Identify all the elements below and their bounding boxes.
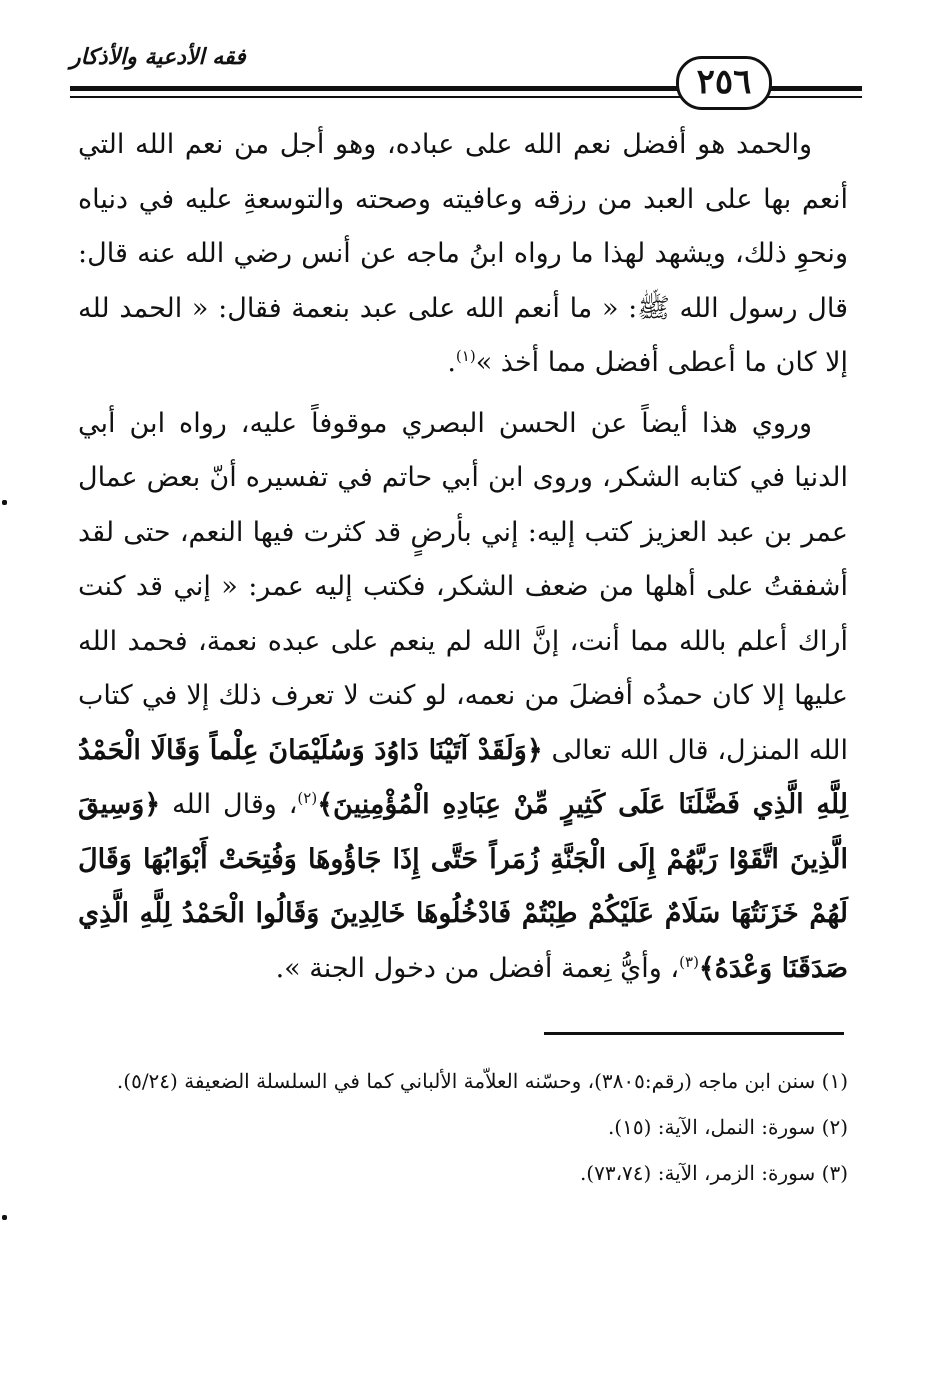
footnotes [78, 1062, 848, 1200]
footnote-marker: (١) [455, 347, 476, 365]
text-run: . [447, 347, 456, 378]
main-text [78, 118, 848, 996]
footnote-1: (١) سنن ابن ماجه (رقم:٣٨٠٥)، وحسّنه العلاّمة الألباني كما في السلسلة الضعيفة (٥/٢٤). [116, 1069, 848, 1093]
footnote-marker: (٢) [297, 789, 318, 807]
text-run: ، وقال الله [160, 789, 298, 820]
text-run: ، وأيُّ نِعمة أفضل من دخول الجنة ». [275, 952, 680, 984]
footnote-3: (٣) سورة: الزمر، الآية: (٧٣،٧٤). [579, 1161, 848, 1185]
quran-verse: ﴿وَسِيقَ الَّذِينَ اتَّقَوْا رَبَّهُمْ إِلَى الْجَنَّةِ زُمَراً حَتَّى إِذَا جَاؤُوهَا وَفُتِحَتْ أَبْوَابُهَا وَقَالَ لَهُمْ خَزَنَتُهَا سَلَامٌ عَلَيْكُمْ طِبْتُمْ فَادْخُلُوهَا خَالِدِينَ وَقَالُوا الْحَمْدُ لِلَّهِ الَّذِي صَدَقَنَا وَعْدَهُ﴾ [78, 789, 848, 984]
text-run: والحمد هو أفضل نعم الله على عباده، وهو أجل من نعم الله التي أنعم بها على العبد من رزقه وعافيته وصحته والتوسعةِ عليه في دنياه ونحوِ ذلك، ويشهد لهذا ما رواه ابنُ ماجه عن أنس رضي الله عنه قال: قال رسول الله ﷺ: « ما أنعم الله على عبد بنعمة فقال: « الحمد لله إلا كان ما أعطى أفضل مما أخذ » [78, 129, 848, 378]
quran-verse: ﴿وَلَقَدْ آتَيْنَا دَاوُدَ وَسُلَيْمَانَ عِلْماً وَقَالَا الْحَمْدُ لِلَّهِ الَّذِي فَضَّلَنَا عَلَى كَثِيرٍ مِّنْ عِبَادِهِ الْمُؤْمِنِينَ﴾ [78, 734, 848, 820]
paragraph [78, 118, 848, 391]
running-title: فقه الأدعية والأذكار [70, 44, 246, 70]
edge-mark [2, 1215, 7, 1220]
paragraph [78, 397, 848, 997]
footnote-separator [544, 1032, 844, 1035]
page-number: ٢٥٦ [676, 56, 772, 110]
edge-mark [2, 500, 7, 505]
footnote-2: (٢) سورة: النمل، الآية: (١٥). [607, 1115, 848, 1139]
footnote-marker: (٣) [679, 952, 699, 971]
text-run: وروي هذا أيضاً عن الحسن البصري موقوفاً عليه، رواه ابن أبي الدنيا في كتابه الشكر، وروى ابن أبي حاتم في تفسيره أنّ بعض عمال عمر بن عبد العزيز كتب إليه: إني بأرضٍ قد كثرت فيها النعم، حتى لقد أشفقتُ على أهلها من ضعف الشكر، فكتب إليه عمر: « إني قد كنت أراك أعلم بالله مما أنت، إنَّ الله لم ينعم على عبده نعمة، فحمد الله عليها إلا كان حمدُه أفضلَ من نعمه، لو كنت لا تعرف ذلك إلا في كتاب الله المنزل، قال الله تعالى [78, 407, 848, 766]
